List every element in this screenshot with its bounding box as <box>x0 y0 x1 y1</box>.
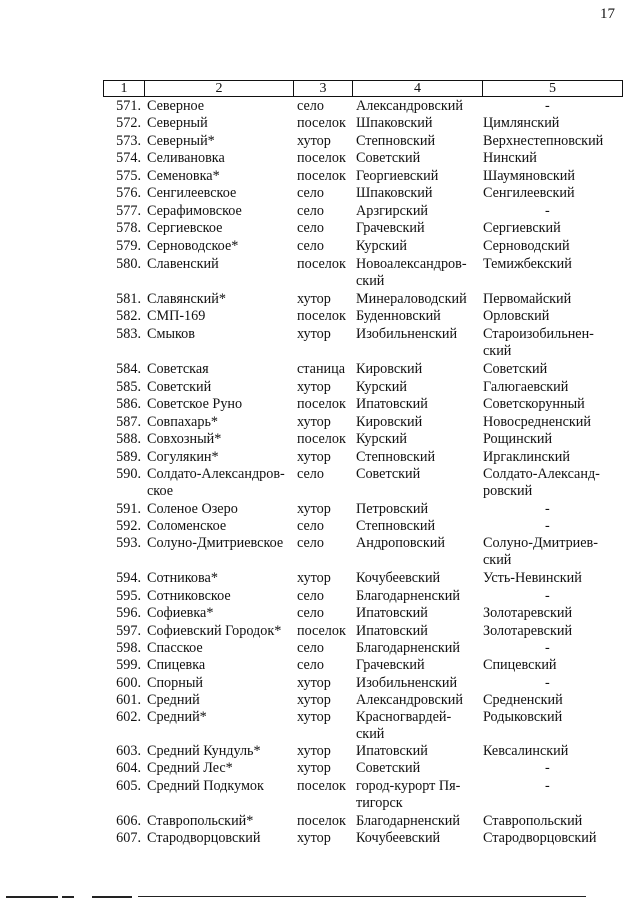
district-name: Советский <box>356 760 421 776</box>
district-name: Благодарненский <box>356 813 460 829</box>
row-number: 582. <box>116 308 141 324</box>
settlement-type: хутор <box>297 133 331 149</box>
row-number: 594. <box>116 570 141 586</box>
settlement-name: Средний <box>147 692 200 708</box>
settlement-name: Славенский <box>147 256 219 272</box>
settlement-name: Советская <box>147 361 209 377</box>
row-number: 579. <box>116 238 141 254</box>
settlement-type: хутор <box>297 326 331 342</box>
row-number: 572. <box>116 115 141 131</box>
row-number: 591. <box>116 501 141 517</box>
municipality-name: Усть-Невинский <box>483 570 582 586</box>
header-col-2: 2 <box>144 80 294 97</box>
municipality-name: - <box>545 675 550 691</box>
settlement-name: Славянский* <box>147 291 226 307</box>
district-name: Шпаковский <box>356 185 433 201</box>
municipality-name: - <box>545 518 550 534</box>
municipality-name: Цимлянский <box>483 115 560 131</box>
settlement-type: поселок <box>297 431 346 447</box>
district-name: Степновский <box>356 518 436 534</box>
district-name: Ипатовский <box>356 396 428 412</box>
district-name: Степновский <box>356 449 436 465</box>
municipality-name: Серноводский <box>483 238 570 254</box>
settlement-type: село <box>297 518 324 534</box>
settlement-name: Софиевский Городок* <box>147 623 282 639</box>
district-name: Красногвардей- <box>356 709 452 725</box>
row-number: 607. <box>116 830 141 846</box>
settlement-name: Северный <box>147 115 208 131</box>
settlement-type: село <box>297 535 324 551</box>
district-name: Курский <box>356 238 407 254</box>
settlement-type: село <box>297 185 324 201</box>
district-name: Ипатовский <box>356 605 428 621</box>
settlement-type: поселок <box>297 256 346 272</box>
row-number: 597. <box>116 623 141 639</box>
settlement-type: станица <box>297 361 346 377</box>
header-col-3: 3 <box>293 80 353 97</box>
row-number: 571. <box>116 98 141 114</box>
municipality-name: ский <box>483 552 512 568</box>
row-number: 589. <box>116 449 141 465</box>
municipality-name: Галюгаевский <box>483 379 569 395</box>
footer-rule <box>62 896 74 898</box>
settlement-name: Средний Лес* <box>147 760 233 776</box>
district-name: Ипатовский <box>356 623 428 639</box>
district-name: Кочубеевский <box>356 830 441 846</box>
municipality-name: Орловский <box>483 308 550 324</box>
settlement-type: село <box>297 203 324 219</box>
row-number: 603. <box>116 743 141 759</box>
municipality-name: Староизобильнен- <box>483 326 594 342</box>
district-name: город-курорт Пя- <box>356 778 461 794</box>
row-number: 585. <box>116 379 141 395</box>
settlement-name: Ставропольский* <box>147 813 254 829</box>
settlement-type: село <box>297 238 324 254</box>
district-name: Буденновский <box>356 308 441 324</box>
row-number: 592. <box>116 518 141 534</box>
municipality-name: Сенгилеевский <box>483 185 575 201</box>
header-col-1: 1 <box>103 80 145 97</box>
district-name: Грачевский <box>356 220 425 236</box>
district-name: Грачевский <box>356 657 425 673</box>
settlement-type: село <box>297 466 324 482</box>
settlement-type: село <box>297 220 324 236</box>
municipality-name: - <box>545 588 550 604</box>
district-name: ский <box>356 273 385 289</box>
settlement-type: поселок <box>297 396 346 412</box>
row-number: 578. <box>116 220 141 236</box>
settlement-type: хутор <box>297 379 331 395</box>
settlement-type: село <box>297 605 324 621</box>
settlement-type: поселок <box>297 168 346 184</box>
settlement-type: село <box>297 657 324 673</box>
settlement-type: поселок <box>297 623 346 639</box>
settlement-name: Солуно-Дмитриевское <box>147 535 284 551</box>
row-number: 599. <box>116 657 141 673</box>
municipality-name: Первомайский <box>483 291 572 307</box>
municipality-name: Темижбекский <box>483 256 572 272</box>
settlement-name: Северный* <box>147 133 215 149</box>
settlement-type: село <box>297 98 324 114</box>
settlement-name: Соломенское <box>147 518 227 534</box>
row-number: 573. <box>116 133 141 149</box>
row-number: 587. <box>116 414 141 430</box>
settlement-type: хутор <box>297 570 331 586</box>
row-number: 606. <box>116 813 141 829</box>
district-name: Курский <box>356 379 407 395</box>
district-name: Степновский <box>356 133 436 149</box>
settlement-name: Советское Руно <box>147 396 243 412</box>
settlement-type: хутор <box>297 449 331 465</box>
settlement-type: хутор <box>297 291 331 307</box>
municipality-name: ровский <box>483 483 533 499</box>
municipality-name: - <box>545 778 550 794</box>
settlement-name: Северное <box>147 98 205 114</box>
settlement-type: поселок <box>297 813 346 829</box>
municipality-name: Новосредненский <box>483 414 591 430</box>
district-name: Александровский <box>356 692 463 708</box>
settlement-type: хутор <box>297 743 331 759</box>
row-number: 596. <box>116 605 141 621</box>
settlement-name: Серафимовское <box>147 203 242 219</box>
settlement-name: Смыков <box>147 326 195 342</box>
settlement-name: Совпахарь* <box>147 414 219 430</box>
row-number: 583. <box>116 326 141 342</box>
header-col-5: 5 <box>482 80 623 97</box>
municipality-name: Стародворцовский <box>483 830 597 846</box>
row-number: 593. <box>116 535 141 551</box>
district-name: Изобильненский <box>356 675 458 691</box>
municipality-name: - <box>545 203 550 219</box>
district-name: Андроповский <box>356 535 445 551</box>
row-number: 604. <box>116 760 141 776</box>
settlement-type: хутор <box>297 501 331 517</box>
municipality-name: Нинский <box>483 150 537 166</box>
settlement-name: Согулякин* <box>147 449 219 465</box>
district-name: ский <box>356 726 385 742</box>
row-number: 602. <box>116 709 141 725</box>
settlement-name: Средний* <box>147 709 207 725</box>
settlement-name: Селивановка <box>147 150 225 166</box>
settlement-name: Серноводское* <box>147 238 239 254</box>
row-number: 580. <box>116 256 141 272</box>
settlement-name: ское <box>147 483 174 499</box>
district-name: Минераловодский <box>356 291 467 307</box>
municipality-name: Советский <box>483 361 548 377</box>
settlement-name: Сотникова* <box>147 570 218 586</box>
district-name: тигорск <box>356 795 403 811</box>
municipality-name: - <box>545 501 550 517</box>
municipality-name: Родыковский <box>483 709 563 725</box>
district-name: Курский <box>356 431 407 447</box>
row-number: 581. <box>116 291 141 307</box>
footer-rule <box>6 896 58 898</box>
table-header-row <box>103 80 623 98</box>
settlement-name: Семеновка* <box>147 168 220 184</box>
settlement-name: Солдато-Александров- <box>147 466 285 482</box>
settlement-name: Сергиевское <box>147 220 223 236</box>
district-name: Советский <box>356 150 421 166</box>
settlement-name: Сотниковское <box>147 588 231 604</box>
settlement-type: хутор <box>297 675 331 691</box>
settlement-name: Сенгилеевское <box>147 185 237 201</box>
header-col-4: 4 <box>352 80 483 97</box>
municipality-name: Спицевский <box>483 657 557 673</box>
district-name: Благодарненский <box>356 640 460 656</box>
district-name: Кочубеевский <box>356 570 441 586</box>
settlement-type: хутор <box>297 760 331 776</box>
settlement-type: хутор <box>297 830 331 846</box>
settlement-name: Средний Подкумок <box>147 778 264 794</box>
row-number: 584. <box>116 361 141 377</box>
municipality-name: - <box>545 760 550 776</box>
municipality-name: Верхнестепновский <box>483 133 604 149</box>
row-number: 574. <box>116 150 141 166</box>
settlement-name: Спорный <box>147 675 203 691</box>
district-name: Кировский <box>356 361 423 377</box>
settlement-type: село <box>297 640 324 656</box>
municipality-name: Солуно-Дмитриев- <box>483 535 598 551</box>
settlement-name: Средний Кундуль* <box>147 743 261 759</box>
settlement-type: поселок <box>297 115 346 131</box>
settlement-name: Соленое Озеро <box>147 501 238 517</box>
row-number: 577. <box>116 203 141 219</box>
district-name: Ипатовский <box>356 743 428 759</box>
row-number: 600. <box>116 675 141 691</box>
district-name: Благодарненский <box>356 588 460 604</box>
municipality-name: Золотаревский <box>483 623 573 639</box>
district-name: Изобильненский <box>356 326 458 342</box>
settlement-type: хутор <box>297 692 331 708</box>
municipality-name: Средненский <box>483 692 563 708</box>
settlement-type: поселок <box>297 778 346 794</box>
municipality-name: Ставропольский <box>483 813 583 829</box>
district-name: Кировский <box>356 414 423 430</box>
district-name: Георгиевский <box>356 168 439 184</box>
district-name: Новоалександров- <box>356 256 467 272</box>
municipality-name: Шаумяновский <box>483 168 575 184</box>
settlement-name: Софиевка* <box>147 605 214 621</box>
settlement-type: хутор <box>297 414 331 430</box>
row-number: 598. <box>116 640 141 656</box>
district-name: Александровский <box>356 98 463 114</box>
row-number: 586. <box>116 396 141 412</box>
municipality-name: Советскорунный <box>483 396 585 412</box>
page-number: 17 <box>600 6 615 22</box>
municipality-name: Рощинский <box>483 431 553 447</box>
row-number: 595. <box>116 588 141 604</box>
settlement-name: Спасское <box>147 640 203 656</box>
row-number: 590. <box>116 466 141 482</box>
row-number: 605. <box>116 778 141 794</box>
district-name: Советский <box>356 466 421 482</box>
municipality-name: ский <box>483 343 512 359</box>
district-name: Арзгирский <box>356 203 428 219</box>
row-number: 601. <box>116 692 141 708</box>
row-number: 588. <box>116 431 141 447</box>
municipality-name: Сергиевский <box>483 220 561 236</box>
settlement-type: хутор <box>297 709 331 725</box>
settlement-name: Советский <box>147 379 212 395</box>
footer-rule <box>92 896 132 898</box>
municipality-name: - <box>545 640 550 656</box>
settlement-name: Совхозный* <box>147 431 222 447</box>
municipality-name: Кевсалинский <box>483 743 569 759</box>
district-name: Шпаковский <box>356 115 433 131</box>
settlement-name: СМП-169 <box>147 308 206 324</box>
settlement-type: село <box>297 588 324 604</box>
district-name: Петровский <box>356 501 429 517</box>
municipality-name: Золотаревский <box>483 605 573 621</box>
settlement-type: поселок <box>297 150 346 166</box>
settlement-name: Стародворцовский <box>147 830 261 846</box>
settlement-type: поселок <box>297 308 346 324</box>
row-number: 575. <box>116 168 141 184</box>
settlement-name: Спицевка <box>147 657 206 673</box>
footer-rule <box>138 896 586 897</box>
municipality-name: Иргаклинский <box>483 449 570 465</box>
row-number: 576. <box>116 185 141 201</box>
municipality-name: - <box>545 98 550 114</box>
municipality-name: Солдато-Александ- <box>483 466 600 482</box>
